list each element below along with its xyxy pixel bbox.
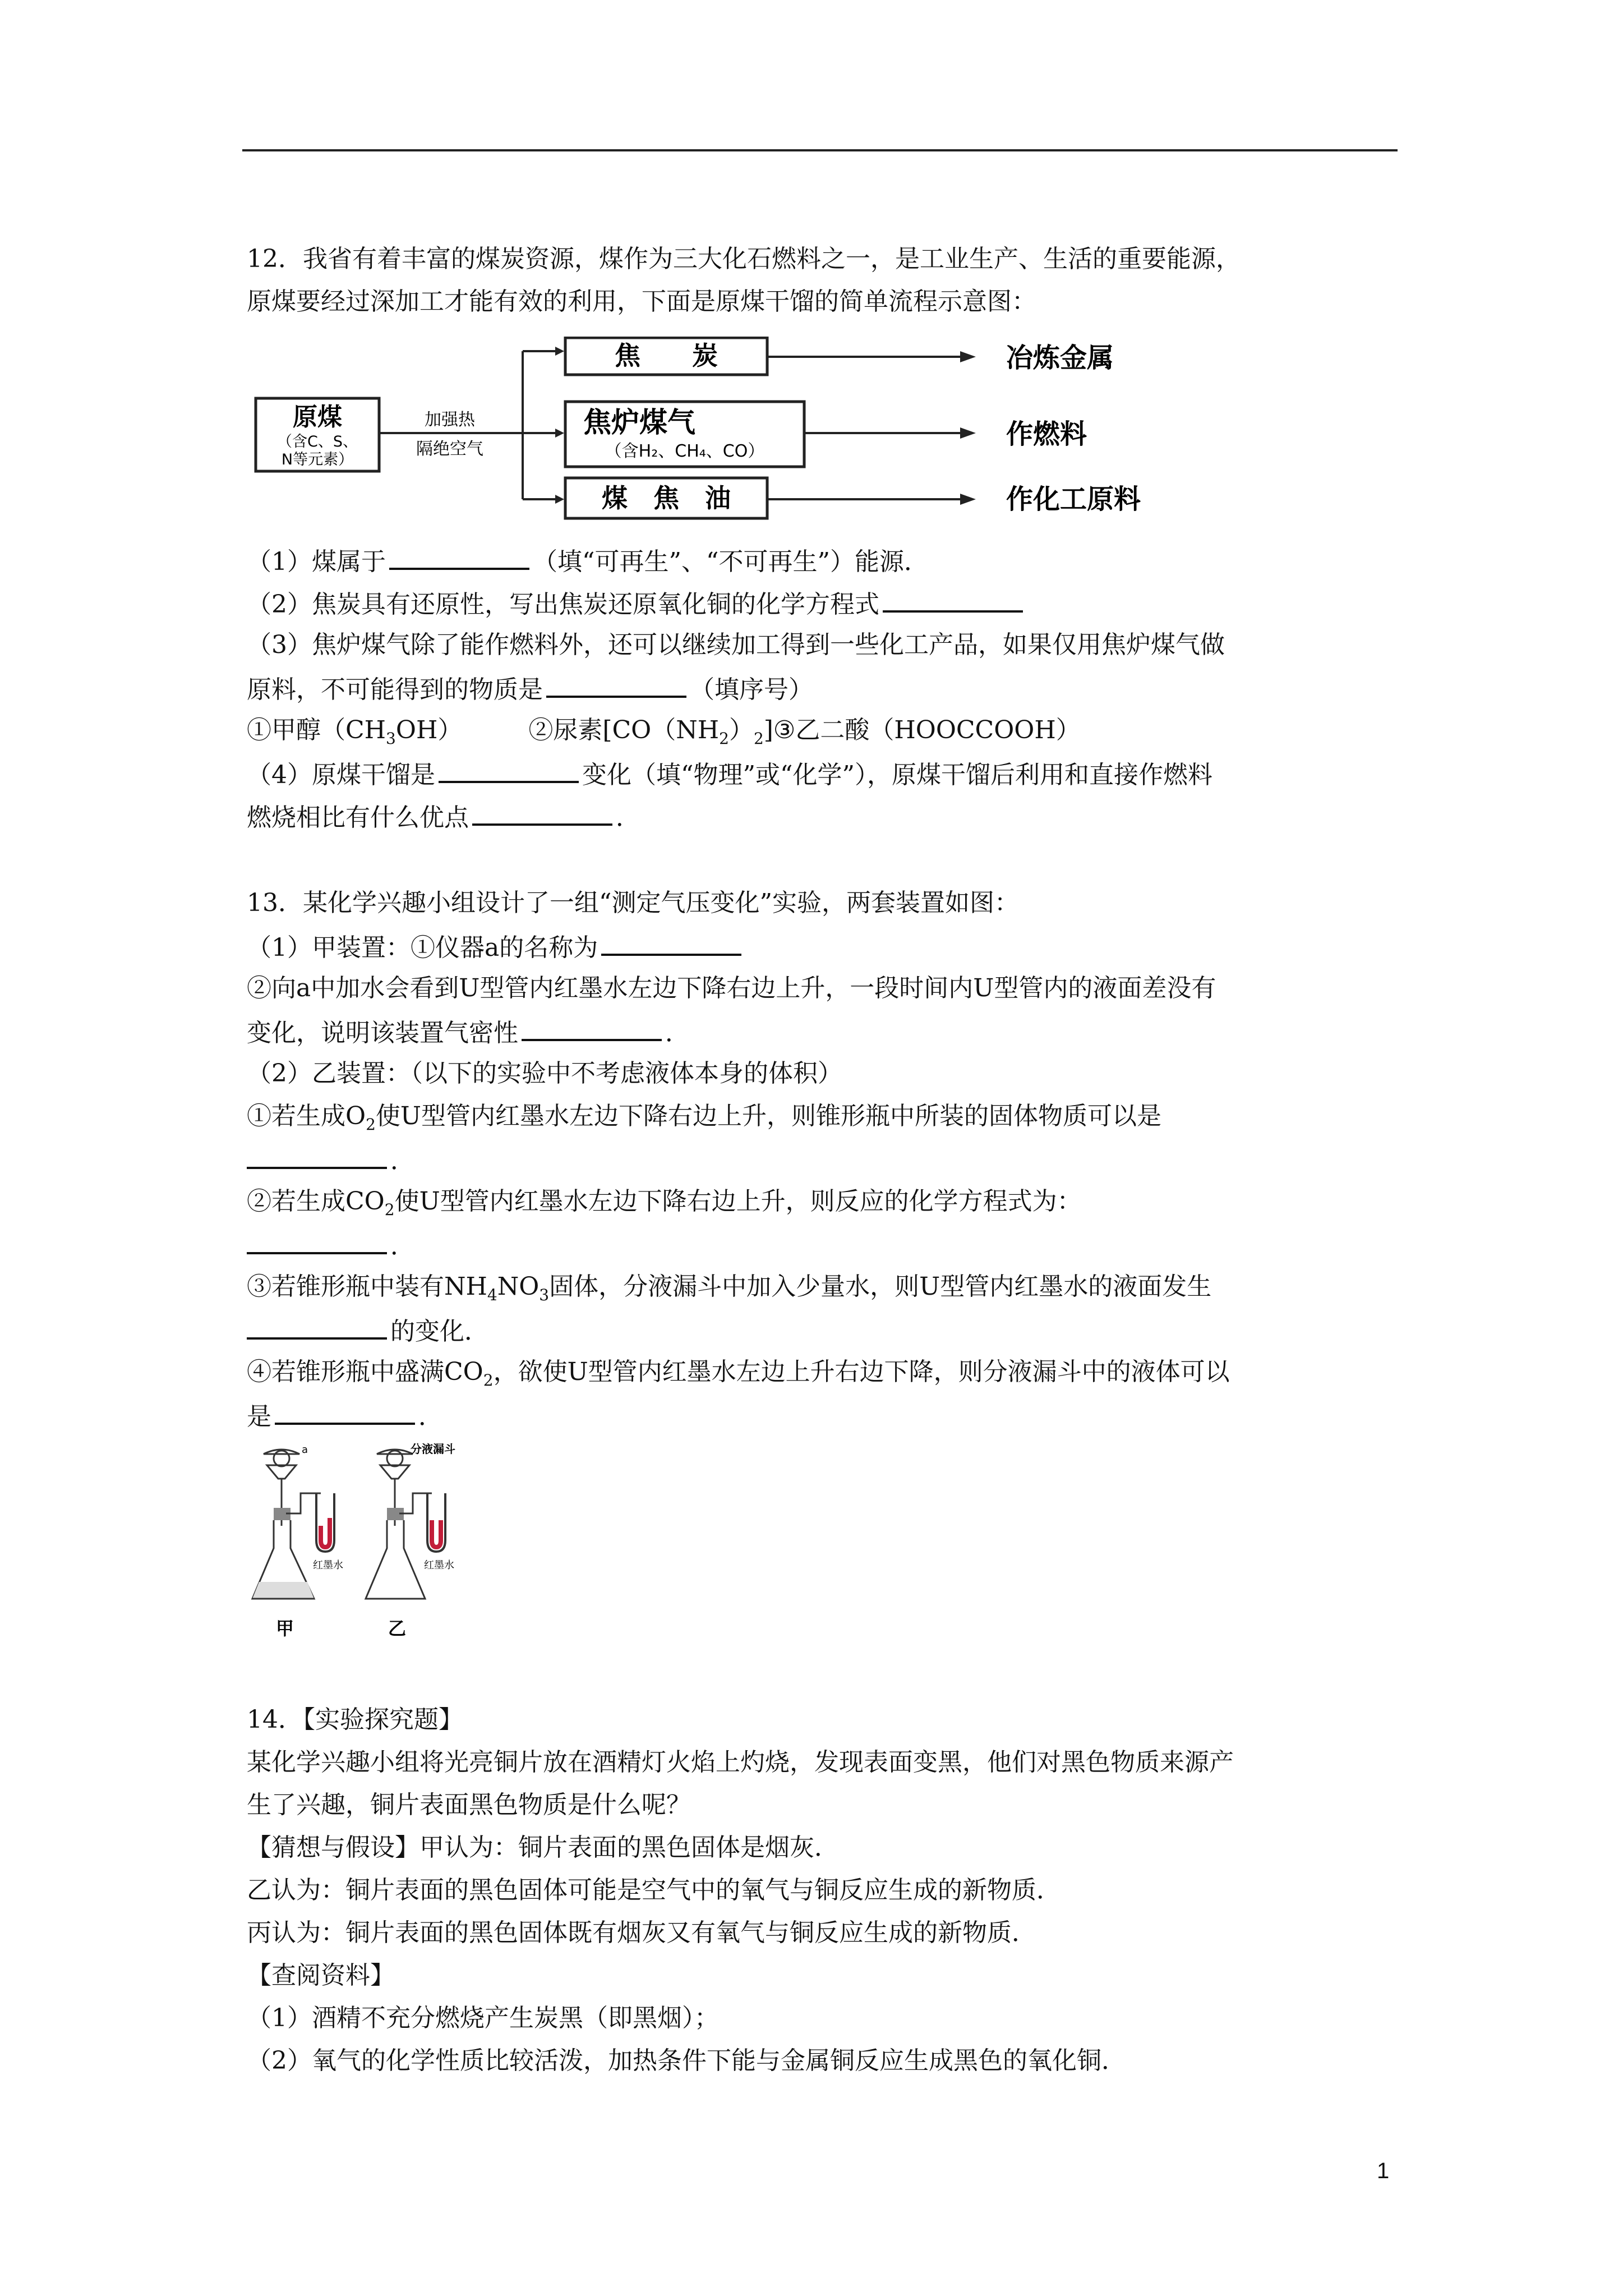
condition-heat: 加强热 bbox=[425, 410, 475, 430]
process-condition bbox=[379, 347, 564, 504]
q12-intro-line2: 原煤要经过深加工才能有效的利用，下面是原煤干馏的简单流程示意图： bbox=[247, 287, 1036, 316]
q13-part1: （1）甲装置：①仪器a的名称为 bbox=[247, 929, 745, 965]
answer-blank-q12-4[interactable] bbox=[439, 756, 579, 783]
answer-blank-q13-5[interactable] bbox=[247, 1313, 387, 1340]
source-title: 原煤 bbox=[293, 403, 342, 431]
label-separatory-funnel: 分液漏斗 bbox=[411, 1442, 455, 1456]
q13-sub3-line1: ③若锥形瓶中装有$NH_4NO_3$固体，分液漏斗中加入少量水，则U型管内红墨水的液面发生 bbox=[247, 1272, 1212, 1304]
label-red-ink-yi: 红墨水 bbox=[424, 1559, 454, 1571]
product-coke-label: 焦 炭 bbox=[615, 341, 718, 371]
label-jia: 甲 bbox=[276, 1618, 294, 1639]
product-coal-tar bbox=[565, 478, 1141, 518]
q13-sub1-line2: ． bbox=[247, 1142, 415, 1178]
answer-blank-q13-2[interactable] bbox=[522, 1014, 662, 1041]
header-rule bbox=[242, 149, 1398, 151]
q12-part4-line1: （4）原煤干馏是 变化（填“物理”或“化学”），原煤干馏后利用和直接作燃料 bbox=[247, 756, 1212, 792]
q13-sub2-line1: ②若生成$CO_2$使U型管内红墨水左边下降右边上升，则反应的化学方程式为： bbox=[247, 1187, 1082, 1219]
q12-part4-line2: 燃烧相比有什么优点 ． bbox=[247, 799, 640, 835]
q13-part1b-line1: ②向a中加水会看到U型管内红墨水左边下降右边上升，一段时间内U型管内的液面差没有 bbox=[247, 974, 1216, 1002]
q14-hypothesis-bing: 丙认为：铜片表面的黑色固体既有烟灰又有氧气与铜反应生成的新物质． bbox=[247, 1918, 1036, 1947]
answer-blank-q12-2[interactable] bbox=[883, 586, 1023, 613]
q13-part1b-line2: 变化，说明该装置气密性 ． bbox=[247, 1014, 690, 1050]
q13-sub2-line2: ． bbox=[247, 1227, 415, 1263]
product-tar-label: 煤 焦 油 bbox=[602, 483, 731, 513]
coal-distillation-flow-diagram bbox=[247, 337, 1279, 522]
answer-blank-q13-1[interactable] bbox=[601, 929, 741, 956]
condition-no-air: 隔绝空气 bbox=[416, 439, 483, 459]
answer-blank-q13-3[interactable] bbox=[247, 1142, 387, 1169]
product-gas-sub: （含H₂、CH₄、CO） bbox=[605, 441, 765, 461]
q14-line1: 某化学兴趣小组将光亮铜片放在酒精灯火焰上灼烧，发现表面变黑，他们对黑色物质来源产 bbox=[247, 1748, 1234, 1777]
q14-reference-2: （2）氧气的化学性质比较活泼，加热条件下能与金属铜反应生成黑色的氧化铜． bbox=[247, 2046, 1126, 2075]
page-number: 1 bbox=[1377, 2159, 1390, 2183]
source-sub2: N等元素） bbox=[281, 451, 354, 468]
label-red-ink-jia: 红墨水 bbox=[313, 1559, 343, 1571]
answer-blank-q12-3[interactable] bbox=[546, 671, 686, 698]
q12-options: ①甲醇$(CH_3OH)$ ②尿素$[CO(NH_2)_2]③$乙二酸（HOOCCOOH） bbox=[247, 716, 1081, 748]
source-sub1: （含C、S、 bbox=[277, 433, 358, 450]
q12-intro-line1: 12．我省有着丰富的煤炭资源，煤作为三大化石燃料之一，是工业生产、生活的重要能源， bbox=[247, 245, 1241, 273]
product-gas-label: 焦炉煤气 bbox=[583, 406, 695, 439]
q14-line2: 生了兴趣，铜片表面黑色物质是什么呢？ bbox=[247, 1791, 691, 1819]
q14-hypothesis-jia: 【猜想与假设】甲认为：铜片表面的黑色固体是烟灰． bbox=[247, 1833, 839, 1862]
answer-blank-q13-6[interactable] bbox=[275, 1398, 415, 1425]
q13-intro: 13．某化学兴趣小组设计了一组“测定气压变化”实验，两套装置如图： bbox=[247, 889, 1019, 917]
apparatus-figure bbox=[247, 1442, 460, 1649]
product-coke-oven-gas bbox=[565, 402, 1087, 467]
answer-blank-q12-1[interactable] bbox=[389, 543, 529, 570]
q14-hypothesis-yi: 乙认为：铜片表面的黑色固体可能是空气中的氧气与铜反应生成的新物质． bbox=[247, 1876, 1061, 1904]
q13-part2: （2）乙装置：（以下的实验中不考虑液体本身的体积） bbox=[247, 1059, 842, 1088]
q12-part3-line1: （3）焦炉煤气除了能作燃料外，还可以继续加工得到一些化工产品，如果仅用焦炉煤气做 bbox=[247, 631, 1225, 659]
answer-blank-q12-5[interactable] bbox=[472, 799, 612, 826]
source-box bbox=[256, 398, 379, 471]
q13-sub1-line1: ①若生成$O_2$使U型管内红墨水左边下降右边上升，则锥形瓶中所装的固体物质可以是 bbox=[247, 1102, 1161, 1134]
product-coke bbox=[565, 338, 1114, 375]
q14-reference-1: （1）酒精不充分燃烧产生炭黑（即黑烟）； bbox=[247, 2004, 719, 2032]
q12-part3-line2: 原料，不可能得到的物质是 （填序号） bbox=[247, 671, 813, 707]
label-yi: 乙 bbox=[388, 1618, 407, 1639]
use-chemical: 作化工原料 bbox=[1006, 484, 1141, 515]
use-fuel: 作燃料 bbox=[1006, 418, 1087, 450]
apparatus-jia bbox=[252, 1444, 343, 1639]
q13-sub4-line1: ④若锥形瓶中盛满$CO_2$，欲使U型管内红墨水左边上升右边下降，则分液漏斗中的液体可以 bbox=[247, 1358, 1230, 1389]
label-a: a bbox=[302, 1444, 308, 1456]
answer-blank-q13-4[interactable] bbox=[247, 1227, 387, 1254]
q14-reference-heading: 【查阅资料】 bbox=[247, 1961, 395, 1990]
apparatus-yi bbox=[366, 1442, 455, 1639]
q13-sub4-line2: 是 ． bbox=[247, 1398, 443, 1434]
q12-part2: （2）焦炭具有还原性，写出焦炭还原氧化铜的化学方程式 bbox=[247, 586, 1026, 622]
use-smelting: 冶炼金属 bbox=[1006, 342, 1114, 374]
q12-part1: （1）煤属于 （填“可再生”、“不可再生”）能源． bbox=[247, 543, 929, 579]
q13-sub3-line2: 的变化． bbox=[247, 1313, 489, 1349]
q14-title: 14．【实验探究题】 bbox=[247, 1705, 463, 1734]
